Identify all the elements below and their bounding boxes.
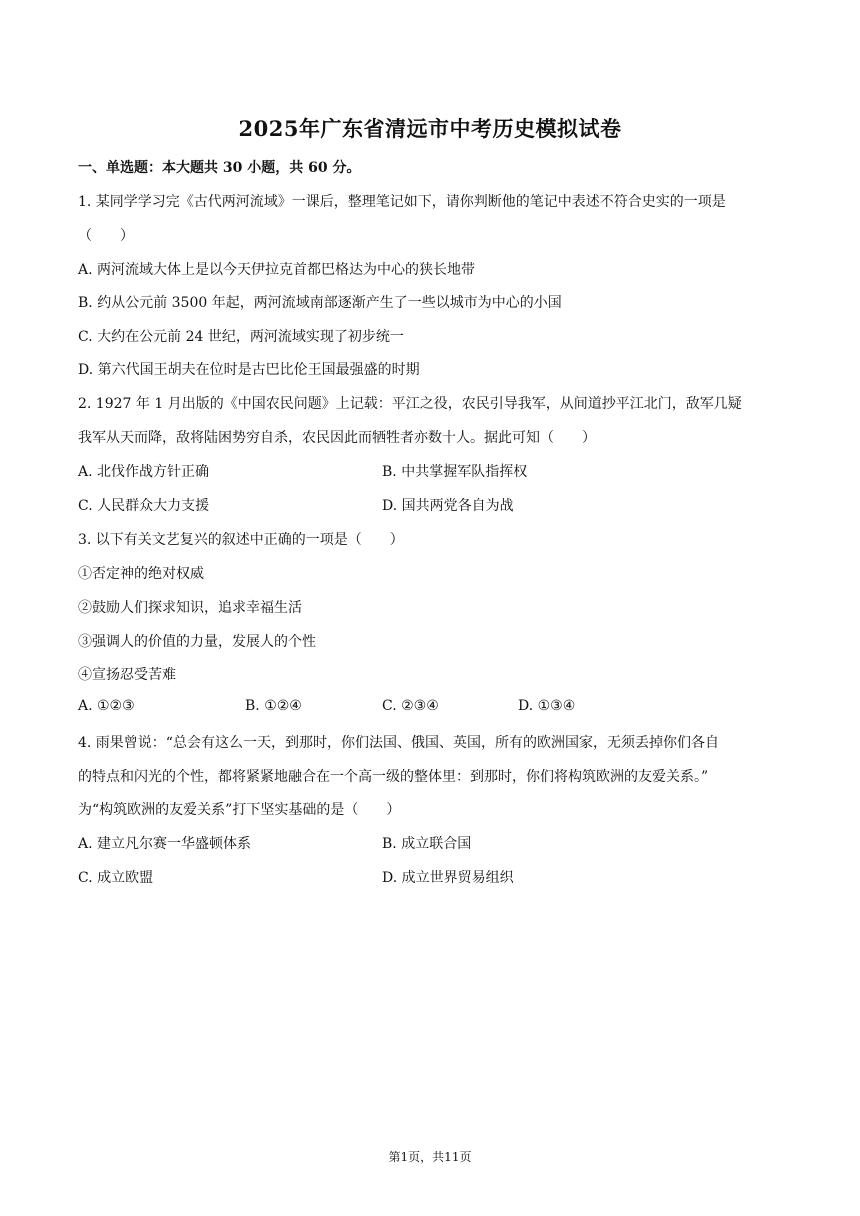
question-4-stem-line-2: 的特点和闪光的个性，都将紧紧地融合在一个高一级的整体里：到那时，你们将构筑欧洲的友爱关系。” — [78, 769, 709, 785]
question-3-option-c: C. ②③④ — [382, 698, 439, 714]
document-title: 2025年广东省清远市中考历史模拟试卷 — [238, 116, 622, 141]
question-1-stem-line-2: （ ） — [78, 228, 134, 244]
question-3-statement-1: ①否定神的绝对权威 — [78, 566, 204, 582]
question-3-stem-line-1: 3. 以下有关文艺复兴的叙述中正确的一项是（ ） — [78, 532, 404, 548]
question-4-stem-line-1: 4. 雨果曾说：“总会有这么一天，到那时，你们法国、俄国、英国，所有的欧洲国家，无须丢掉你们各自 — [78, 735, 719, 751]
question-3-option-d: D. ①③④ — [518, 698, 576, 714]
page-footer: 第1页，共11页 — [388, 1150, 472, 1164]
question-2-option-d: D. 国共两党各自为战 — [382, 498, 514, 514]
question-2-option-b: B. 中共掌握军队指挥权 — [382, 464, 528, 480]
question-4-option-c: C. 成立欧盟 — [78, 870, 154, 886]
question-2-option-c: C. 人民群众大力支援 — [78, 498, 210, 514]
section-heading: 一、单选题：本大题共 30 小题，共 60 分。 — [78, 160, 361, 176]
question-4-option-b: B. 成立联合国 — [382, 836, 472, 852]
question-3-statement-3: ③强调人的价值的力量，发展人的个性 — [78, 634, 316, 650]
question-1-option-d: D. 第六代国王胡夫在位时是古巴比伦王国最强盛的时期 — [78, 362, 420, 378]
question-1-option-c: C. 大约在公元前 24 世纪，两河流域实现了初步统一 — [78, 329, 404, 345]
question-4-option-d: D. 成立世界贸易组织 — [382, 870, 514, 886]
question-3-statement-2: ②鼓励人们探求知识，追求幸福生活 — [78, 600, 302, 616]
question-2-stem-line-2: 我军从天而降，敌将陆困势穷自杀，农民因此而牺牲者亦数十人。据此可知（ ） — [78, 430, 596, 446]
question-2-option-a: A. 北伐作战方针正确 — [78, 464, 210, 480]
question-3-option-a: A. ①②③ — [78, 698, 135, 714]
question-1-option-b: B. 约从公元前 3500 年起，两河流域南部逐渐产生了一些以城市为中心的小国 — [78, 295, 562, 311]
question-3-option-b: B. ①②④ — [245, 698, 302, 714]
question-4-stem-line-3: 为“构筑欧洲的友爱关系”打下坚实基础的是（ ） — [78, 802, 401, 818]
question-4-option-a: A. 建立凡尔赛一华盛顿体系 — [78, 836, 252, 852]
question-1-stem-line-1: 1. 某同学学习完《古代两河流域》一课后，整理笔记如下，请你判断他的笔记中表述不符合史实的一项是 — [78, 194, 726, 210]
question-1-option-a: A. 两河流域大体上是以今天伊拉克首都巴格达为中心的狭长地带 — [78, 262, 476, 278]
question-2-stem-line-1: 2. 1927 年 1 月出版的《中国农民问题》上记载：平江之役，农民引导我军，从间道抄平江北门，敌军几疑 — [78, 396, 742, 412]
question-3-statement-4: ④宣扬忍受苦难 — [78, 667, 176, 683]
